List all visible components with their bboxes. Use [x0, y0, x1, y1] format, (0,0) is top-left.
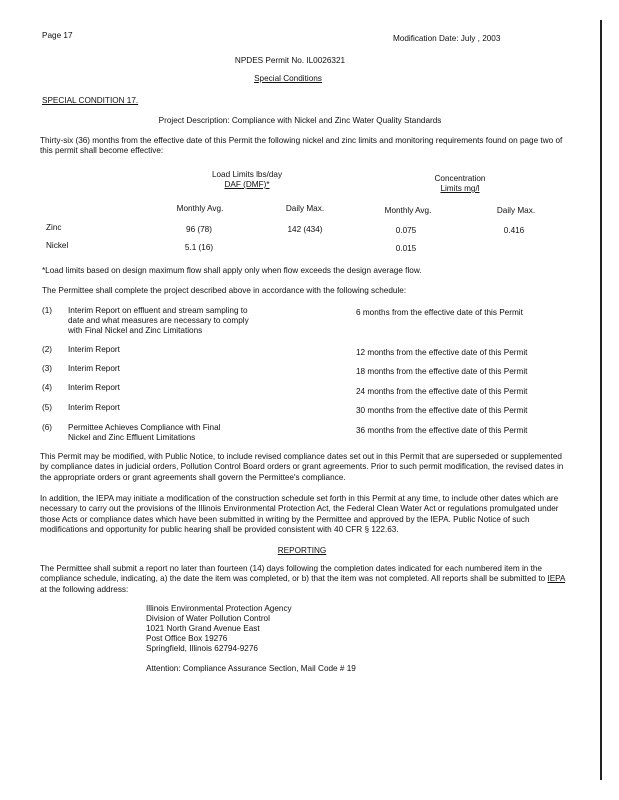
- address-line: Post Office Box 19276: [146, 634, 228, 643]
- page-right-border: [600, 20, 602, 780]
- iepa-paragraph: In addition, the IEPA may initiate a modification of the construction schedule set forth in this Permit at any time, to include other dates which are necessary to carry out the provisions of the Illinois Environmental Protection Act, the Federal Clean Water Act or regulations promulgated under those Acts or compliance dates which have been submitted in writing by the Permittee and approved by the IEPA. Public Notice of such modifications and opportunity for public hearing shall be provided consistent with 40 CFR § 122.63.: [40, 494, 559, 535]
- special-conditions-heading: Special Conditions: [254, 74, 322, 83]
- schedule-task-line: Nickel and Zinc Effluent Limitations: [68, 433, 196, 442]
- reporting-heading: REPORTING: [277, 546, 327, 555]
- schedule-task-line: date and what measures are necessary to comply: [68, 316, 249, 325]
- project-description: Project Description: Compliance with Nickel and Zinc Water Quality Standards: [158, 116, 442, 125]
- iepa-link[interactable]: IEPA: [547, 574, 566, 584]
- schedule-task-line: with Final Nickel and Zinc Limitations: [68, 326, 203, 335]
- modification-date: Modification Date: July , 2003: [393, 34, 501, 43]
- permit-number: NPDES Permit No. IL0026321: [234, 56, 346, 65]
- col-header-load-monthly: Monthly Avg.: [176, 204, 224, 213]
- schedule-number: (6): [42, 423, 53, 432]
- schedule-due: 6 months from the effective date of this Permit: [356, 308, 523, 317]
- daf-dmf-header: DAF (DMF)*: [224, 180, 270, 189]
- row-conc-monthly: 0.075: [395, 226, 417, 235]
- address-line: Division of Water Pollution Control: [146, 614, 270, 623]
- reporting-text-end: at the following address:: [40, 584, 129, 594]
- schedule-task-line: Permittee Achieves Compliance with Final: [68, 423, 221, 432]
- reporting-text: The Permittee shall submit a report no later than fourteen (14) days following the completion dates indicated for each numbered item in the compliance schedule, indicating, a) the date the item was completed, or b) that the item was not completed. All reports shall be submitted to: [40, 564, 548, 584]
- row-parameter: Nickel: [46, 241, 69, 250]
- schedule-due: 36 months from the effective date of this Permit: [356, 426, 528, 435]
- schedule-due: 18 months from the effective date of this Permit: [356, 367, 528, 376]
- modification-paragraph: This Permit may be modified, with Public Notice, to include revised compliance dates set out in this Permit that are superseded or supplemented by compliance dates in judicial orders, Pollution Control Board orders or grant agreements. Prior to such permit modification, the revised dates in the appropriate orders or grant agreements shall govern the Permittee's compliance.: [40, 452, 564, 482]
- row-load-daily: 142 (434): [287, 225, 323, 234]
- col-header-conc-daily: Daily Max.: [496, 206, 536, 215]
- limits-mgl-header: Limits mg/l: [440, 184, 480, 193]
- schedule-due: 30 months from the effective date of this Permit: [356, 406, 528, 415]
- schedule-task-line: Interim Report on effluent and stream sampling to: [68, 306, 248, 315]
- row-conc-monthly: 0.015: [395, 244, 417, 253]
- col-header-conc-monthly: Monthly Avg.: [384, 206, 432, 215]
- address-line: 1021 North Grand Avenue East: [146, 624, 260, 633]
- schedule-task-line: Interim Report: [68, 345, 120, 354]
- schedule-number: (1): [42, 306, 53, 315]
- row-load-monthly: 5.1 (16): [184, 243, 214, 252]
- schedule-task-line: Interim Report: [68, 403, 120, 412]
- schedule-intro: The Permittee shall complete the project described above in accordance with the following schedule:: [42, 286, 407, 295]
- attention-line: Attention: Compliance Assurance Section, Mail Code # 19: [146, 664, 356, 673]
- row-parameter: Zinc: [46, 223, 62, 232]
- schedule-due: 24 months from the effective date of this Permit: [356, 387, 528, 396]
- load-limits-header: Load Limits lbs/day: [211, 170, 283, 179]
- address-line: Illinois Environmental Protection Agency: [146, 604, 292, 613]
- row-load-monthly: 96 (78): [186, 225, 212, 234]
- condition-intro: Thirty-six (36) months from the effective date of this Permit the following nickel and zinc limits and monitoring requirements found on page two of this permit shall become effective:: [40, 136, 563, 156]
- schedule-number: (2): [42, 345, 53, 354]
- reporting-paragraph: [40, 564, 570, 595]
- schedule-task-line: Interim Report: [68, 383, 120, 392]
- address-line: Springfield, Illinois 62794-9276: [146, 644, 258, 653]
- table-footnote: *Load limits based on design maximum flow shall apply only when flow exceeds the design average flow.: [42, 266, 422, 275]
- schedule-number: (4): [42, 383, 53, 392]
- page-number: Page 17: [42, 31, 73, 40]
- schedule-number: (5): [42, 403, 53, 412]
- schedule-due: 12 months from the effective date of this Permit: [356, 348, 528, 357]
- schedule-task-line: Interim Report: [68, 364, 120, 373]
- concentration-header: Concentration: [434, 174, 486, 183]
- schedule-number: (3): [42, 364, 53, 373]
- condition-title: SPECIAL CONDITION 17.: [42, 96, 139, 105]
- col-header-load-daily: Daily Max.: [285, 204, 325, 213]
- row-conc-daily: 0.416: [503, 226, 525, 235]
